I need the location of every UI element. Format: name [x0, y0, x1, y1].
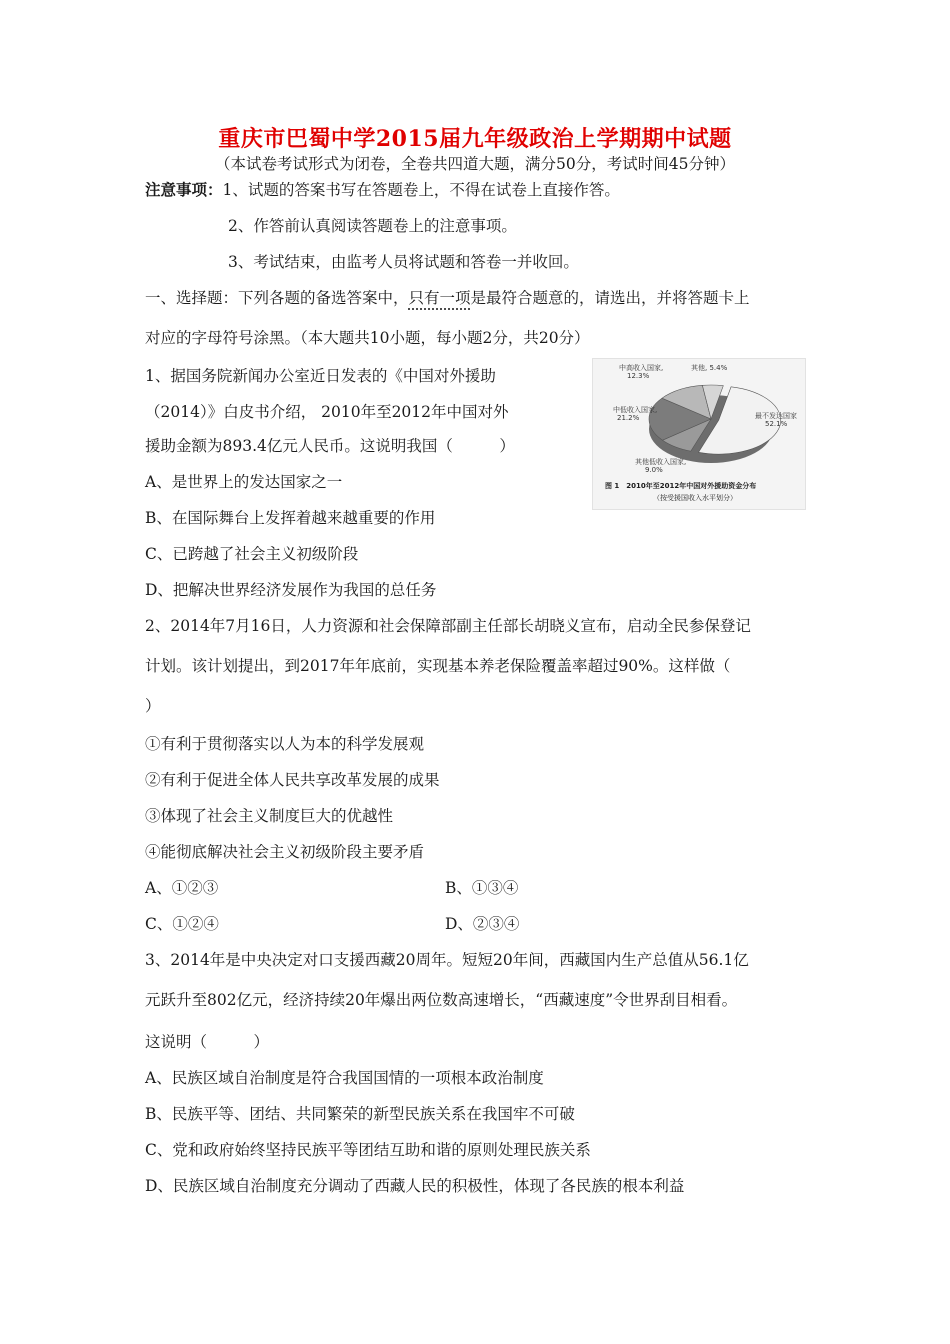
q3-stem-line-3: 这说明（ ）: [145, 1033, 270, 1051]
label-other-low-pct: 9.0%: [645, 466, 663, 474]
q3-option-b[interactable]: B、民族平等、团结、共同繁荣的新型民族关系在我国牢不可破: [145, 1105, 575, 1123]
q2-option-d[interactable]: D、②③④: [445, 915, 520, 933]
q2-stem-line-2: 计划。该计划提出，到2017年年底前，实现基本养老保险覆盖率超过90%。这样做（: [145, 657, 731, 675]
q3-option-a[interactable]: A、民族区域自治制度是符合我国国情的一项根本政治制度: [145, 1069, 544, 1087]
exam-info: （本试卷考试形式为闭卷，全卷共四道大题，满分50分，考试时间45分钟）: [215, 155, 735, 173]
figure-caption-2: （按受援国收入水平划分）: [653, 494, 737, 502]
q3-option-c[interactable]: C、党和政府始终坚持民族平等团结互助和谐的原则处理民族关系: [145, 1141, 591, 1159]
label-mid-high-pct: 12.3%: [627, 372, 650, 380]
q1-option-c[interactable]: C、已跨越了社会主义初级阶段: [145, 545, 359, 563]
notice-item-1: 注意事项：1、试题的答案书写在答题卷上，不得在试卷上直接作答。: [145, 180, 620, 199]
q1-stem-line-3: 援助金额为893.4亿元人民币。这说明我国（ ）: [145, 437, 515, 455]
q1-stem-line-1: 1、据国务院新闻办公室近日发表的《中国对外援助: [145, 367, 496, 385]
q3-option-d[interactable]: D、民族区域自治制度充分调动了西藏人民的积极性，体现了各民族的根本利益: [145, 1177, 685, 1195]
label-mid-high: 中高收入国家,: [619, 364, 664, 372]
q1-option-a[interactable]: A、是世界上的发达国家之一: [145, 473, 343, 491]
q2-stem-line-3: ）: [145, 697, 161, 715]
q3-stem-line-2: 元跃升至802亿元，经济持续20年爆出两位数高速增长，“西藏速度”令世界刮目相看。: [145, 991, 738, 1009]
q2-statement-1: ①有利于贯彻落实以人为本的科学发展观: [145, 735, 425, 753]
label-least-pct: 52.1%: [765, 420, 788, 428]
section1-instruction-2: 对应的字母符号涂黑。（本大题共10小题，每小题2分，共20分）: [145, 329, 590, 347]
q1-stem-line-2: （2014）》白皮书介绍， 2010年至2012年中国对外: [145, 403, 509, 421]
notice-label: 注意事项：: [145, 180, 223, 199]
q3-stem-line-1: 3、2014年是中央决定对口支援西藏20周年。短短20年间，西藏国内生产总值从56.1亿: [145, 951, 749, 969]
label-least: 最不发达国家: [755, 412, 797, 420]
label-other: 其他, 5.4%: [691, 364, 728, 372]
figure-caption: 图 1 2010年至2012年中国对外援助资金分布: [605, 482, 757, 490]
notice-item-3: 3、考试结束，由监考人员将试题和答卷一并收回。: [228, 253, 579, 271]
q2-stem-line-1: 2、2014年7月16日，人力资源和社会保障部副主任部长胡晓义宣布，启动全民参保登记: [145, 617, 751, 635]
page-title: 重庆市巴蜀中学2015届九年级政治上学期期中试题: [218, 126, 732, 152]
q2-option-c[interactable]: C、①②④: [145, 915, 219, 933]
q2-statement-4: ④能彻底解决社会主义初级阶段主要矛盾: [145, 843, 425, 861]
emphasis-dotted: 只有一项: [408, 289, 471, 307]
aid-distribution-pie-figure: [592, 358, 806, 510]
q1-option-d[interactable]: D、把解决世界经济发展作为我国的总任务: [145, 581, 437, 599]
label-mid-low-pct: 21.2%: [617, 414, 640, 422]
q1-option-b[interactable]: B、在国际舞台上发挥着越来越重要的作用: [145, 509, 436, 527]
q2-option-a[interactable]: A、①②③: [145, 879, 219, 897]
notice-item-2: 2、作答前认真阅读答题卷上的注意事项。: [228, 217, 517, 235]
q2-statement-3: ③体现了社会主义制度巨大的优越性: [145, 807, 394, 825]
section1-instruction: 一、选择题：下列各题的备选答案中，只有一项是最符合题意的，请选出，并将答题卡上: [145, 289, 750, 307]
label-mid-low: 中低收入国家,: [613, 406, 658, 414]
q2-statement-2: ②有利于促进全体人民共享改革发展的成果: [145, 771, 440, 789]
q2-option-b[interactable]: B、①③④: [445, 879, 519, 897]
label-other-low: 其他低收入国家,: [635, 458, 687, 466]
